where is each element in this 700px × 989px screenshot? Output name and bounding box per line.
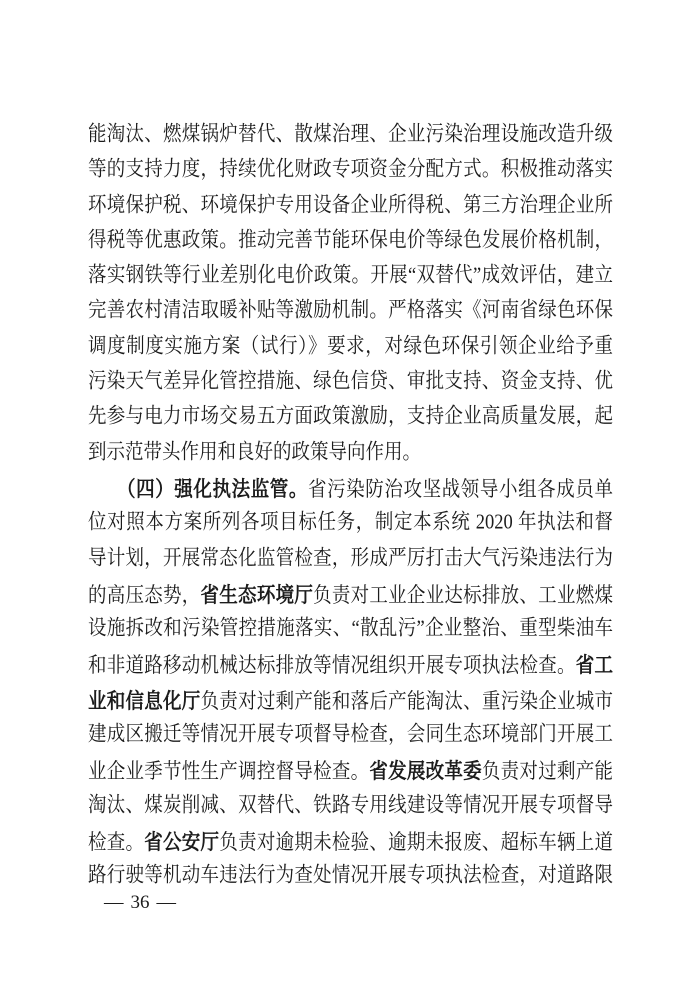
bold-text-segment: （四）强化执法监管。 xyxy=(117,476,308,501)
text-segment: 先参与电力市场交易五方面政策激励，支持企业高质量发展，起 xyxy=(88,405,613,429)
bold-text-segment: 省工 xyxy=(575,652,613,677)
bold-text-segment: 省生态环境厅 xyxy=(200,582,314,607)
text-line xyxy=(88,539,613,579)
text-segment: 负责对过剩产能和落后产能淘汰、重污染企业城市 xyxy=(200,690,613,714)
page-footer xyxy=(104,889,176,917)
text-segment: 污染天气差异化管控措施、绿色信贷、审批支持、资金支持、优 xyxy=(88,370,613,394)
bold-text-segment: 省发展改革委 xyxy=(369,758,482,783)
text-segment: 建成区搬迁等情况开展专项督导检查，会同生态环境部门开展工 xyxy=(88,723,613,747)
text-segment: 到示范带头作用和良好的政策导向作用。 xyxy=(88,441,422,464)
text-segment: 检查。 xyxy=(88,831,145,855)
text-segment: 负责对过剩产能 xyxy=(481,761,613,784)
text-segment: 得税等优惠政策。推动完善节能环保电价等绿色发展价格机制， xyxy=(88,229,613,253)
text-segment: 落实钢铁等行业差别化电价政策。开展“双替代”成效评估，建立 xyxy=(88,264,613,288)
text-segment: 环境保护税、环境保护专用设备企业所得税、第三方治理企业所 xyxy=(88,194,613,217)
bold-text-segment: 业和信息化厅 xyxy=(88,688,201,713)
text-line xyxy=(88,786,613,826)
text-line xyxy=(88,645,613,685)
text-line xyxy=(88,151,613,191)
text-segment: 淘汰、煤炭削减、双替代、铁路专用线建设等情况开展专项督导 xyxy=(88,794,613,817)
text-segment: 负责对工业企业达标排放、工业燃煤 xyxy=(313,584,613,608)
text-line xyxy=(88,751,613,791)
text-line xyxy=(88,504,613,544)
text-line xyxy=(88,292,613,332)
text-line xyxy=(88,327,613,367)
page-number: 36 xyxy=(130,892,150,913)
text-segment: 业企业季节性生产调控督导检查。 xyxy=(88,761,370,784)
text-segment: 省污染防治攻坚战领导小组各成员单 xyxy=(308,478,613,502)
footer-dash-right: — xyxy=(156,892,176,913)
text-segment: 位对照本方案所列各项目标任务，制定本系统 2020 年执法和督 xyxy=(88,511,613,535)
text-segment: 等的支持力度，持续优化财政专项资金分配方式。积极推动落实 xyxy=(88,158,613,182)
text-segment: 调度制度实施方案（试行）》要求，对绿色环保引领企业给予重 xyxy=(88,335,613,359)
text-segment: 负责对逾期未检验、逾期未报废、超标车辆上道 xyxy=(219,831,613,855)
text-segment: 能淘汰、燃煤锅炉替代、散煤治理、企业污染治理设施改造升级 xyxy=(88,123,613,147)
text-segment: 路行驶等机动车违法行为查处情况开展专项执法检查，对道路限 xyxy=(88,864,613,888)
text-line xyxy=(88,433,613,473)
text-segment: 设施拆改和污染管控措施落实、“散乱污”企业整治、重型柴油车 xyxy=(88,617,613,641)
text-segment: 完善农村清洁取暖补贴等激励机制。严格落实《河南省绿色环保 xyxy=(88,299,613,323)
document-body xyxy=(88,118,613,895)
bold-text-segment: 省公安厅 xyxy=(144,829,220,854)
text-line xyxy=(88,680,613,720)
text-segment: 的高压态势， xyxy=(88,584,201,608)
text-segment: 和非道路移动机械达标排放等情况组织开展专项执法检查。 xyxy=(88,655,576,679)
footer-dash-left: — xyxy=(104,892,124,913)
text-line xyxy=(88,186,613,226)
text-segment: 导计划，开展常态化监管检查，形成严厉打击大气污染违法行为 xyxy=(88,547,613,570)
text-line xyxy=(88,398,613,438)
